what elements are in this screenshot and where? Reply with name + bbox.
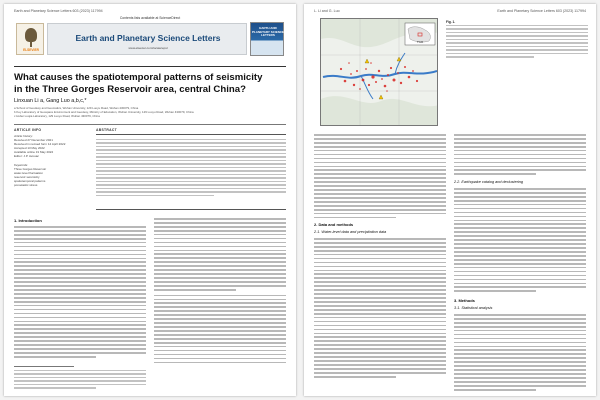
body-text-column-2b — [454, 188, 586, 294]
history-line: Received in revised form 14 April 2022 — [14, 141, 66, 146]
figure-1-map — [320, 18, 438, 126]
abstract-heading: ABSTRACT — [96, 128, 118, 132]
affiliation: b Key Laboratory of Geospace Environment and Geodesy, Ministry of Education, Wuhan University, 129 Luoyu Road, Wuhan 430079, China — [14, 110, 194, 114]
history-line: Article history: — [14, 134, 33, 138]
subsection-heading-statistics: 3.1. Statistical analysis — [454, 306, 493, 310]
running-head-authors: L. Li and G. Luo — [314, 9, 340, 13]
body-text-column-1 — [14, 226, 146, 360]
elsevier-logo — [16, 23, 44, 55]
journal-cover-thumbnail — [250, 22, 284, 56]
footnote-rule — [14, 366, 74, 367]
affiliation: c Hubei Luojia Laboratory, 129 Luoyu Road, Wuhan 430079, China — [14, 114, 100, 118]
cover-title: EARTH AND PLANETARY SCIENCE LETTERS — [251, 26, 285, 38]
body-text-column-1 — [314, 134, 446, 221]
figure-caption — [446, 20, 588, 60]
journal-header — [14, 16, 286, 64]
journal-title: Earth and Planetary Science Letters — [75, 33, 221, 43]
affiliation: a School of Geodesy and Geomatics, Wuhan University, 129 Luoyu Road, Wuhan 430079, China — [14, 106, 139, 110]
body-text-column-2 — [154, 218, 286, 365]
running-head: Earth and Planetary Science Letters 603 (2023) 117994 — [14, 9, 103, 13]
history-line: Accepted 13 May 2022 — [14, 145, 45, 150]
article-history — [14, 135, 88, 158]
seismicity-map — [321, 19, 438, 126]
tree-icon — [25, 28, 37, 42]
tree-trunk-icon — [30, 41, 32, 47]
subsection-heading-water-level: 2.1. Water-level data and precipitation data — [314, 230, 387, 234]
subsection-heading-catalog: 2.2. Earthquake catalog and declustering — [454, 180, 524, 184]
history-line: Received 27 December 2021 — [14, 137, 53, 142]
contents-line[interactable]: Contents lists available at ScienceDirect — [119, 16, 181, 20]
keywords — [14, 164, 88, 187]
keyword-line: poroelastic stress — [14, 182, 38, 187]
footnotes — [14, 370, 146, 391]
header-rule — [14, 66, 286, 67]
abstract-body — [96, 134, 286, 210]
journal-homepage-link[interactable]: www.elsevier.com/locate/epsl — [128, 46, 168, 50]
divider — [14, 124, 286, 125]
article-title: What causes the spatiotemporal patterns of seismicity in the Three Gorges Reservoir area, central China? — [14, 72, 263, 95]
keyword-line: Keywords: — [14, 163, 29, 167]
keyword-line: spatiotemporal patterns — [14, 178, 46, 183]
paper-page-right — [304, 4, 596, 396]
section-heading-data: 2. Data and methods — [314, 222, 354, 227]
keyword-line: Three Gorges Reservoir — [14, 166, 47, 171]
body-text-column-2 — [454, 134, 586, 177]
author-list: Linxuan Li a, Gang Luo a,b,c,* — [14, 98, 87, 104]
body-text-column-2c — [454, 314, 586, 393]
article-info-heading: ARTICLE INFO — [14, 128, 42, 132]
history-line: Available online 31 May 2022 — [14, 149, 54, 154]
section-heading-introduction: 1. Introduction — [14, 218, 42, 223]
keyword-line: water-level fluctuation — [14, 170, 44, 175]
publisher-name: ELSEVIER — [23, 48, 39, 52]
caption-text — [446, 25, 588, 58]
running-head-journal: Earth and Planetary Science Letters 603 (2023) 117994 — [497, 9, 586, 13]
paper-page-left — [4, 4, 296, 396]
keyword-line: reservoir seismicity — [14, 174, 40, 179]
journal-banner — [47, 23, 247, 55]
abstract-text — [96, 139, 286, 198]
figure-caption-label: Fig. 1. — [446, 20, 456, 24]
section-heading-methods: 3. Methods — [454, 298, 475, 303]
body-text-column-1b — [314, 238, 446, 380]
history-line: Editor: J.P. Avouac — [14, 153, 39, 158]
inset-label: TGR — [416, 40, 424, 44]
